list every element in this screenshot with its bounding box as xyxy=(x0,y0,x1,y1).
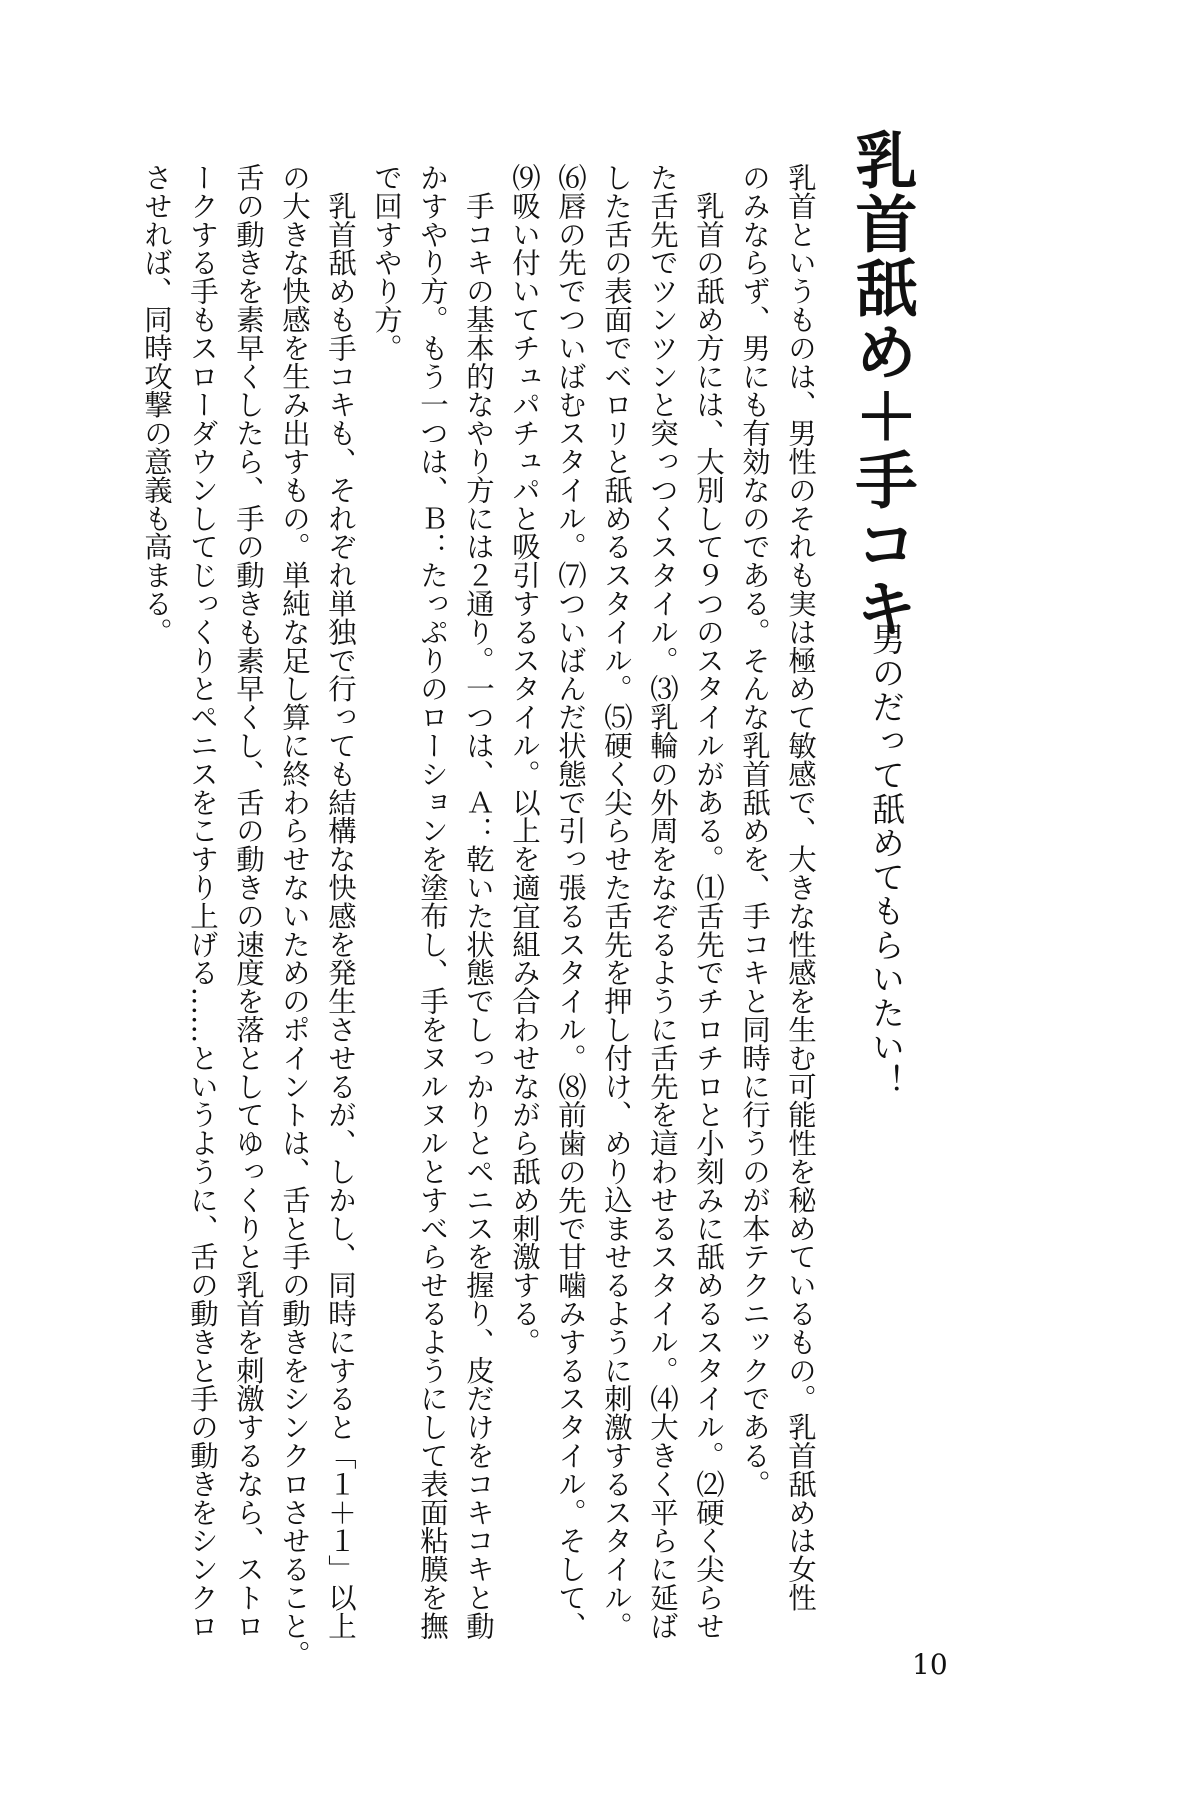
text-column: の大きな快感を生み出すもの。単純な足し算に終わらせないためのポイントは、舌と手の動きをシンクロさせること。 xyxy=(278,163,311,1669)
text-column: した舌の表面でベロリと舐めるスタイル。⑸硬く尖らせた舌先を押し付け、めり込ませるように刺激するスタイル。 xyxy=(600,163,633,1640)
text-column: 舌の動きを素早くしたら、手の動きも素早くし、舌の動きの速度を落としてゆっくりと乳首を刺激するなら、ストロ xyxy=(232,163,265,1640)
page-number: 10 xyxy=(912,1648,948,1681)
text-column: で回すやり方。 xyxy=(370,163,403,362)
text-column: 手コキの基本的なやり方には２通り。一つは、Ａ：乾いた状態でしっかりとペニスを握り、皮だけをコキコキと動 xyxy=(462,163,495,1640)
text-column: 乳首の舐め方には、大別して９つのスタイルがある。⑴舌先でチロチロと小刻みに舐めるスタイル。⑵硬く尖らせ xyxy=(692,163,725,1640)
text-column: ⑹唇の先でついばむスタイル。⑺ついばんだ状態で引っ張るスタイル。⑻前歯の先で甘噛みするスタイル。そして、 xyxy=(554,163,587,1640)
text-column: た舌先でツンツンと突っつくスタイル。⑶乳輪の外周をなぞるように舌先を這わせるスタイル。⑷大きく平らに延ば xyxy=(646,163,679,1640)
text-column: ークする手もスローダウンしてじっくりとペニスをこすり上げる……というように、舌の動きと手の動きをシンクロ xyxy=(186,163,219,1640)
text-column: かすやり方。もう一つは、Ｂ：たっぷりのローションを塗布し、手をヌルヌルとすべらせるようにして表面粘膜を撫 xyxy=(416,163,449,1640)
body-text xyxy=(133,163,823,1669)
page-subtitle: 男のだって舐めてもらいたい！ xyxy=(867,622,906,1098)
text-column: のみならず、男にも有効なのである。そんな乳首舐めを、手コキと同時に行うのが本テクニックである。 xyxy=(738,163,771,1498)
text-column: させれば、同時攻撃の意義も高まる。 xyxy=(140,163,173,646)
text-column: 乳首というものは、男性のそれも実は極めて敏感で、大きな性感を生む可能性を秘めているもの。乳首舐めは女性 xyxy=(784,163,817,1612)
text-column: 乳首舐めも手コキも、それぞれ単独で行っても結構な快感を発生させるが、しかし、同時にすると「１＋１」以上 xyxy=(324,163,357,1640)
page-title: 乳首舐め＋手コキ xyxy=(845,128,918,640)
text-column: ⑼吸い付いてチュパチュパと吸引するスタイル。以上を適宜組み合わせながら舐め刺激する。 xyxy=(508,163,541,1356)
